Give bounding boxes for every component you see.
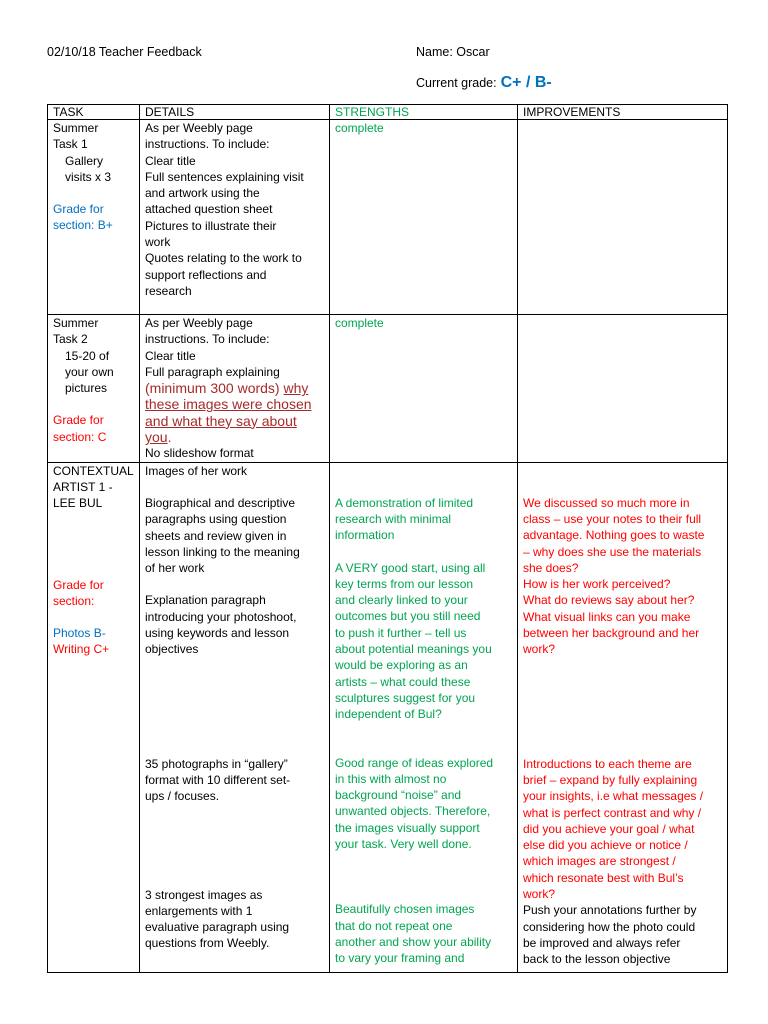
current-grade-value: C+ / B- (500, 74, 552, 91)
improvement-line: back to the lesson objective (523, 952, 671, 967)
details-line: Images of her work (145, 463, 248, 478)
details-line: sheets and review given in (145, 528, 287, 543)
strength-line: would be exploring as an (335, 658, 468, 673)
section-grade: section: (53, 593, 95, 608)
details-line: As per Weebly page (145, 316, 253, 330)
details-line: instructions. To include: (145, 137, 270, 152)
strength-line: another and show your ability (335, 934, 492, 949)
details-link: why (283, 380, 309, 397)
table-row (48, 120, 728, 315)
details-line: attached question sheet (145, 202, 273, 217)
student-name: Name: Oscar (416, 45, 490, 59)
strength-line: your task. Very well done. (335, 837, 472, 852)
task-cell (48, 120, 140, 315)
strength-line: research with minimal (335, 511, 452, 526)
strength-line: information (335, 528, 395, 543)
improvement-line: work? (523, 887, 556, 902)
improvement-line: work? (523, 642, 556, 657)
details-line: questions from Weebly. (145, 936, 270, 951)
strength-line: independent of Bul? (335, 707, 442, 722)
strength-line: background “noise” and (335, 788, 462, 803)
strength-line: to vary your framing and (335, 951, 465, 966)
strengths-cell (330, 120, 518, 315)
details-line: using keywords and lesson (145, 626, 290, 641)
task-line: Summer (53, 316, 99, 330)
strength-line: A VERY good start, using all (335, 560, 486, 575)
improvement-line: We discussed so much more in (523, 495, 690, 510)
details-line: paragraphs using question (145, 512, 287, 527)
strength-text: complete (335, 121, 384, 135)
section-grade: section: B+ (53, 218, 113, 233)
col-improvements-header: IMPROVEMENTS (518, 105, 728, 120)
task-line: Task 2 (53, 332, 88, 347)
improvement-line: How is her work perceived? (523, 577, 671, 592)
details-line: lesson linking to the meaning (145, 544, 300, 559)
improvement-line: Push your annotations further by (523, 903, 697, 918)
improvement-line: which images are strongest / (523, 854, 676, 869)
details-line: research (145, 283, 192, 298)
details-line: Biographical and descriptive (145, 495, 296, 510)
strengths-cell (330, 462, 518, 972)
details-link: you (145, 429, 168, 446)
task-line: 15-20 of (65, 348, 110, 363)
details-line: Clear title (145, 348, 196, 363)
header-row (48, 105, 728, 120)
improvement-line: advantage. Nothing goes to waste (523, 528, 705, 543)
details-line: enlargements with 1 (145, 903, 253, 918)
details-cell (140, 462, 330, 972)
details-link: and what they say about (145, 412, 297, 429)
strength-line: and clearly linked to your (335, 593, 468, 608)
strength-line: artists – what could these (335, 674, 471, 689)
section-grade: Grade for (53, 413, 104, 428)
task-line: pictures (65, 381, 108, 396)
details-cell: As per Weebly page instructions. To include: Clear title Full paragraph explaining (minimum 300 words) why these images were chosen and what they say about you. No slideshow format (140, 315, 330, 463)
table-row (48, 462, 728, 972)
details-line: Full sentences explaining visit (145, 169, 304, 184)
strength-line: in this with almost no (335, 771, 447, 786)
task-line: Summer (53, 121, 99, 135)
details-line: As per Weebly page (145, 121, 253, 135)
strength-line: Good range of ideas explored (335, 755, 494, 770)
task-line: CONTEXTUAL (53, 463, 134, 478)
details-minimum: (minimum 300 words) (145, 380, 280, 397)
task-line: visits x 3 (65, 169, 112, 184)
strength-line: to push it further – tell us (335, 625, 467, 640)
improvement-line: considering how the photo could (523, 919, 696, 934)
col-task-header: TASK (48, 105, 140, 120)
improvement-line: Introductions to each theme are (523, 756, 692, 771)
improvement-line: else did you achieve or notice / (523, 838, 688, 853)
details-line: support reflections and (145, 267, 267, 282)
task-line: Task 1 (53, 137, 88, 152)
strength-line: key terms from our lesson (335, 576, 474, 591)
details-line: Quotes relating to the work to (145, 251, 302, 266)
strength-line: Beautifully chosen images (335, 902, 475, 917)
improvements-cell (518, 462, 728, 972)
task-cell (48, 462, 140, 972)
improvements-cell (518, 315, 728, 463)
details-line: work (145, 235, 171, 250)
improvements-cell (518, 120, 728, 315)
details-line: introducing your photoshoot, (145, 609, 297, 624)
improvement-line: she does? (523, 560, 579, 575)
current-grade (416, 75, 552, 91)
details-line: format with 10 different set- (145, 772, 291, 787)
col-strengths-header: STRENGTHS (330, 105, 518, 120)
details-line: objectives (145, 642, 199, 657)
details-line: Clear title (145, 153, 196, 168)
improvement-line: which resonate best with Bul’s (523, 870, 684, 885)
improvement-line: brief – expand by fully explaining (523, 772, 698, 787)
details-cell (140, 120, 330, 315)
section-grade: Grade for (53, 577, 104, 592)
current-grade-label: Current grade: (416, 76, 497, 90)
details-line: Full paragraph explaining (145, 364, 280, 379)
photos-grade: Photos B- (53, 626, 106, 641)
strength-line: that do not repeat one (335, 918, 453, 933)
details-line: instructions. To include: (145, 332, 270, 347)
improvement-line: be improved and always refer (523, 935, 681, 950)
document-date-title: 02/10/18 Teacher Feedback (47, 45, 202, 59)
writing-grade: Writing C+ (53, 642, 110, 657)
details-line: ups / focuses. (145, 789, 220, 804)
strength-line: unwanted objects. Therefore, (335, 804, 491, 819)
details-line: Explanation paragraph (145, 593, 266, 608)
improvement-line: your insights, i.e what messages / (523, 789, 704, 804)
section-grade: Grade for (53, 202, 104, 217)
details-line: 3 strongest images as (145, 887, 263, 902)
improvement-line: What do reviews say about her? (523, 593, 695, 608)
details-link: these images were chosen (145, 396, 312, 413)
details-line: evaluative paragraph using (145, 920, 290, 935)
table-row (48, 315, 728, 463)
strength-line: the images visually support (335, 820, 480, 835)
strength-line: sculptures suggest for you (335, 690, 476, 705)
strengths-cell (330, 315, 518, 463)
improvement-line: – why does she use the materials (523, 544, 702, 559)
improvement-line: between her background and her (523, 626, 700, 641)
details-line: of her work (145, 561, 205, 576)
improvement-line: class – use your notes to their full (523, 511, 702, 526)
task-line: your own (65, 364, 114, 379)
details-line: and artwork using the (145, 186, 260, 201)
improvement-line: What visual links can you make (523, 609, 691, 624)
strength-line: outcomes but you still need (335, 609, 481, 624)
feedback-table (47, 104, 728, 973)
task-line: ARTIST 1 - (53, 479, 113, 494)
strength-text: complete (335, 316, 384, 330)
details-line: Pictures to illustrate their (145, 218, 277, 233)
task-line: Gallery (65, 153, 104, 168)
details-line: 35 photographs in “gallery” (145, 756, 288, 771)
strength-line: about potential meanings you (335, 642, 492, 657)
col-details-header: DETAILS (140, 105, 330, 120)
task-line: LEE BUL (53, 496, 103, 511)
improvement-line: what is perfect contrast and why / (523, 805, 702, 820)
improvement-line: did you achieve your goal / what (523, 821, 695, 836)
details-line: No slideshow format (145, 446, 254, 461)
strength-line: A demonstration of limited (335, 495, 474, 510)
section-grade: section: C (53, 429, 107, 444)
task-cell (48, 315, 140, 463)
